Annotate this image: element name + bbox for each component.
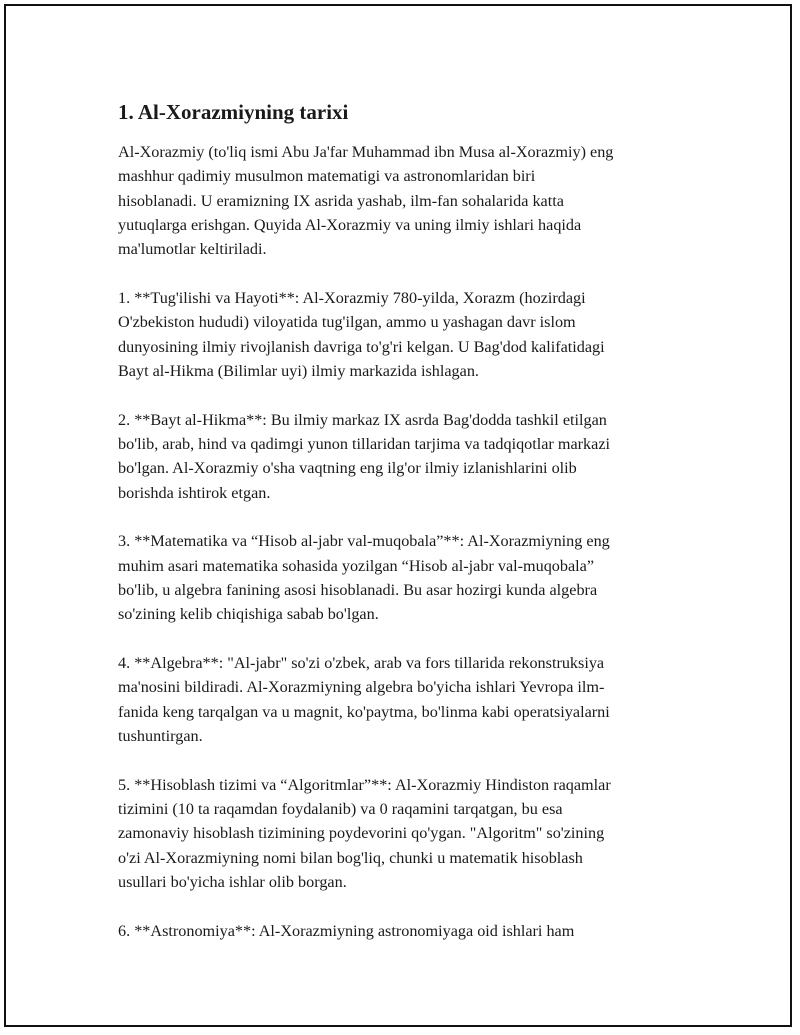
intro-paragraph: Al-Xorazmiy (to'liq ismi Abu Ja'far Muhammad ibn Musa al-Xorazmiy) eng mashhur qadimiy musulmon matematigi va astronomlaridan biri hisoblanadi. U eramizning IX asrida yashab, ilm-fan sohalarida katta yutuqlarga erishgan. Quyida Al-Xorazmiy va uning ilmiy ishlari haqida ma'lumotlar keltiriladi. [118,143,614,259]
paragraph-algorithms: 5. **Hisoblash tizimi va “Algoritmlar”**: Al-Xorazmiy Hindiston raqamlar tizimini (10 ta raqamdan foydalanib) va 0 raqamini tarqatgan, bu esa zamonaviy hisoblash tizimining poydevorini qo'ygan. "Algoritm" so'zining o'zi Al-Xorazmiyning nomi bilan bog'liq, chunki u matematik hisoblash usullari bo'yicha ishlar olib borgan. [118,775,611,891]
paragraph-mathematics: 3. **Matematika va “Hisob al-jabr val-muqobala”**: Al-Xorazmiyning eng muhim asari matematika sohasida yozilgan “Hisob al-jabr val-muqobala” bo'lib, u algebra fanining asosi hisoblanadi. Bu asar hozirgi kunda algebra so'zining kelib chiqishiga sabab bo'lgan. [118,532,610,624]
paragraph-astronomy: 6. **Astronomiya**: Al-Xorazmiyning astronomiyaga oid ishlari ham [118,921,575,940]
page-frame [4,4,792,1027]
paragraph-algebra: 4. **Algebra**: "Al-jabr" so'zi o'zbek, arab va fors tillarida rekonstruksiya ma'nosini bildiradi. Al-Xorazmiyning algebra bo'yicha ishlari Yevropa ilm- fanida keng tarqalgan va u magnit, ko'paytma, bo'linma kabi operatsiyalarni tushuntirgan. [118,654,610,745]
document-body [118,98,698,968]
paragraph-birth-life: 1. **Tug'ilishi va Hayoti**: Al-Xorazmiy 780-yilda, Xorazm (hozirdagi O'zbekiston hududi) viloyatida tug'ilgan, ammo u yashagan davr islom dunyosining ilmiy rivojlanish davriga to'g'ri kelgan. U Bag'dod kalifatidagi Bayt al-Hikma (Bilimlar uyi) ilmiy markazida ishlagan. [118,288,605,380]
paragraph-bayt-al-hikma: 2. **Bayt al-Hikma**: Bu ilmiy markaz IX asrda Bag'dodda tashkil etilgan bo'lib, arab, hind va qadimgi yunon tillaridan tarjima va tadqiqotlar markazi bo'lgan. Al-Xorazmiy o'sha vaqtning eng ilg'or ilmiy izlanishlarini olib borishda ishtirok etgan. [118,410,610,502]
section-heading: 1. Al-Xorazmiyning tarixi [118,100,349,124]
